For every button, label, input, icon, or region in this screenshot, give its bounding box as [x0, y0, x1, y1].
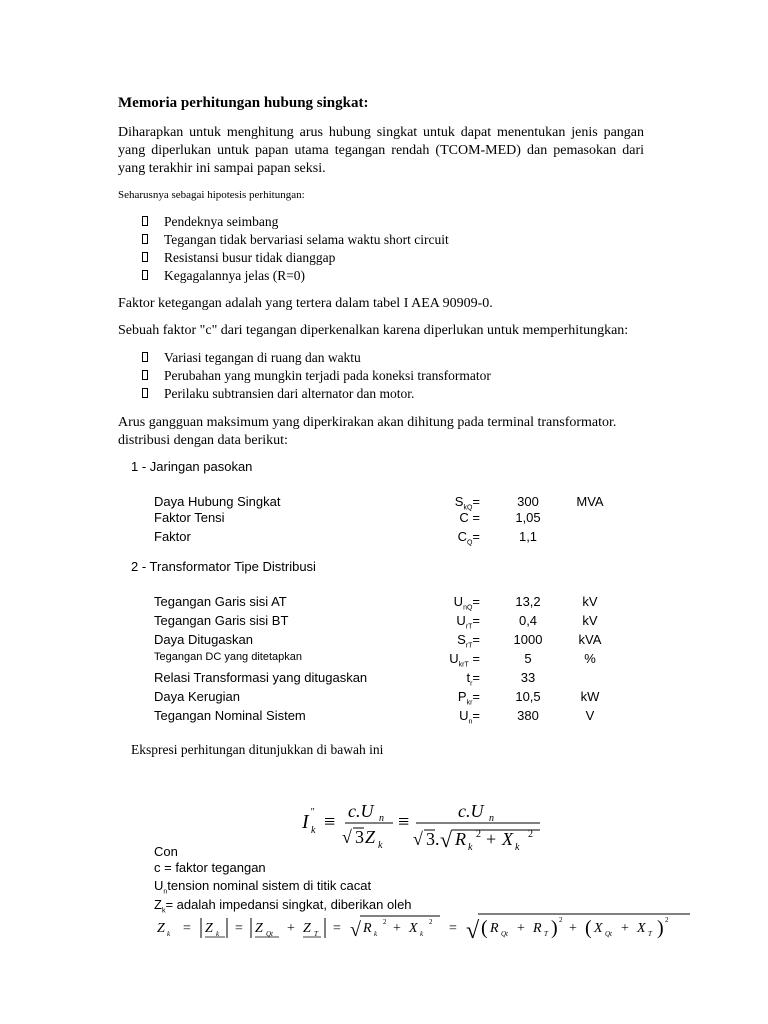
un-definition: $U_ntension$ nominal sistem di titik cacat	[154, 878, 372, 896]
row-symbol: $S_{kQ}=$	[454, 494, 480, 512]
svg-text:3: 3	[355, 827, 364, 847]
table-row: Tegangan Nominal Sistem $U_n=$ 380 V	[154, 708, 595, 726]
hypothesis-intro: Seharusnya sebagai hipotesis perhitungan:	[118, 189, 305, 201]
svg-text:): )	[551, 917, 558, 939]
list-item: Tegangan tidak bervariasi selama waktu short circuit	[140, 231, 449, 249]
table-row: Faktor $C_Q=$ 1,1	[154, 529, 538, 547]
svg-text:2: 2	[528, 829, 533, 840]
row-symbol: $U_{krT}$ =	[449, 651, 480, 669]
svg-text:2: 2	[665, 916, 669, 924]
svg-text:k: k	[378, 840, 383, 851]
svg-text:=: =	[183, 921, 191, 936]
svg-text:+: +	[517, 921, 525, 936]
svg-text:+: +	[393, 921, 401, 936]
checkbox-bullet-icon	[142, 370, 148, 380]
table-row: Faktor Tensi C = 1,05	[0, 510, 768, 529]
row-label: Tegangan Garis sisi AT	[154, 594, 287, 609]
svg-text:X: X	[409, 921, 418, 936]
svg-text:3.: 3.	[426, 829, 440, 849]
table-row: Daya Hubung Singkat $S_{kQ}=$ 300 MVA	[154, 494, 604, 512]
svg-text:Z: Z	[255, 921, 263, 936]
svg-text:+: +	[287, 921, 295, 936]
row-symbol: $C_Q=$	[457, 529, 480, 547]
checkbox-bullet-icon	[142, 388, 148, 398]
factor-list	[140, 349, 491, 403]
svg-text:√: √	[413, 829, 423, 849]
svg-text:k: k	[167, 930, 171, 938]
row-symbol: $S_{rT}=$	[457, 632, 480, 650]
list-item: Resistansi busur tidak dianggap	[140, 249, 449, 267]
list-item: Perubahan yang mungkin terjadi pada koneksi transformator	[140, 367, 491, 385]
svg-text:I: I	[302, 811, 309, 833]
svg-text:n: n	[489, 813, 494, 824]
svg-text:(: (	[585, 917, 592, 939]
svg-text:k: k	[374, 930, 378, 938]
svg-text:Qt: Qt	[605, 930, 612, 938]
short-circuit-current-formula	[300, 795, 550, 855]
table-row: Tegangan Garis sisi BT $U_{rT}=$ 0,4 kV	[154, 613, 598, 631]
section-2-heading: 2 - Transformator Tipe Distribusi	[131, 559, 316, 574]
table-row: Daya Ditugaskan $S_{rT}=$ 1000 kVA	[154, 632, 602, 650]
checkbox-bullet-icon	[142, 252, 148, 262]
svg-text:+: +	[569, 921, 577, 936]
svg-text:=: =	[333, 921, 341, 936]
impedance-formula	[155, 910, 705, 950]
svg-text:k: k	[311, 825, 316, 836]
svg-text:R: R	[363, 921, 372, 936]
zk-definition: $Z_k=$ adalah impedansi singkat, diberikan oleh	[154, 897, 412, 915]
row-symbol: $t_r=$	[466, 670, 480, 688]
svg-text:X: X	[637, 921, 646, 936]
row-label: Tegangan Nominal Sistem	[154, 708, 306, 723]
row-label: Tegangan DC yang ditetapkan	[154, 651, 302, 663]
svg-text:): )	[657, 917, 664, 939]
svg-text:≡: ≡	[324, 811, 336, 833]
intro-paragraph: Diharapkan untuk menghitung arus hubung singkat untuk dapat menentukan jenis pangan yang diperlukan untuk papan utama tegangan rendah (TCOM-MED) dan pemasokan dari yang terakhir ini sampai papan seksi.	[118, 125, 644, 176]
svg-text:k: k	[216, 930, 220, 938]
svg-text:k: k	[515, 842, 520, 853]
table-row: Daya Kerugian $P_{kr}=$ 10,5 kW	[154, 689, 600, 707]
svg-text:R: R	[533, 921, 542, 936]
svg-text:≡: ≡	[398, 811, 410, 833]
page-title: Memoria perhitungan hubung singkat:	[118, 95, 369, 111]
row-symbol: $U_{nQ}=$	[453, 594, 480, 612]
ekspresi-text: Ekspresi perhitungan ditunjukkan di bawah ini	[131, 742, 384, 757]
svg-text:c.U: c.U	[348, 801, 374, 821]
svg-text:T: T	[544, 930, 548, 938]
con-text: Con	[154, 844, 178, 859]
svg-text:X: X	[502, 829, 513, 849]
svg-text:Qt: Qt	[501, 930, 508, 938]
svg-text:√: √	[466, 918, 480, 944]
list-item: Variasi tegangan di ruang dan waktu	[140, 349, 491, 367]
row-label: Faktor	[154, 529, 191, 544]
svg-text:k: k	[468, 842, 473, 853]
svg-text:+: +	[621, 921, 629, 936]
row-symbol: $U_{rT}=$	[456, 613, 480, 631]
table-row: Relasi Transformasi yang ditugaskan $t_r=$ 33	[154, 670, 536, 688]
svg-text:2: 2	[476, 829, 481, 840]
row-label: Daya Hubung Singkat	[154, 494, 281, 509]
svg-text:2: 2	[429, 918, 433, 926]
svg-text:c.U: c.U	[458, 801, 484, 821]
list-item: Perilaku subtransien dari alternator dan motor.	[140, 385, 491, 403]
row-symbol: C =	[459, 510, 480, 525]
svg-text:=: =	[449, 921, 457, 936]
arus-paragraph: Arus gangguan maksimum yang diperkirakan akan dihitung pada terminal transformator. distribusi dengan data berikut:	[118, 415, 617, 448]
svg-text:2: 2	[383, 918, 387, 926]
checkbox-bullet-icon	[142, 234, 148, 244]
svg-text:(: (	[481, 917, 488, 939]
table-row: Tegangan Garis sisi AT $U_{nQ}=$ 13,2 kV	[154, 594, 598, 612]
svg-text:Qt: Qt	[266, 930, 273, 938]
hypothesis-list	[140, 213, 449, 285]
row-symbol: $U_n=$	[459, 708, 480, 726]
row-label: Daya Kerugian	[154, 689, 240, 704]
table-row: Tegangan DC yang ditetapkan $U_{krT}$ = 5 %	[154, 651, 596, 669]
checkbox-bullet-icon	[142, 216, 148, 226]
svg-text:Z: Z	[205, 921, 213, 936]
svg-text:Z: Z	[365, 827, 376, 847]
svg-text:": "	[310, 807, 315, 818]
svg-text:R: R	[490, 921, 499, 936]
list-item: Pendeknya seimbang	[140, 213, 449, 231]
row-label: Faktor Tensi	[154, 510, 225, 525]
svg-text:X: X	[594, 921, 603, 936]
c-definition: c = faktor tegangan	[154, 860, 266, 875]
row-label: Daya Ditugaskan	[154, 632, 253, 647]
row-label: Tegangan Garis sisi BT	[154, 613, 289, 628]
svg-text:T: T	[648, 930, 652, 938]
svg-text:2: 2	[559, 916, 563, 924]
row-symbol: $P_{kr}=$	[457, 689, 480, 707]
svg-text:√: √	[342, 827, 352, 847]
checkbox-bullet-icon	[142, 270, 148, 280]
faktor-paragraph: Faktor ketegangan adalah yang tertera dalam tabel I AEA 90909-0.	[118, 296, 493, 311]
svg-text:T: T	[314, 930, 318, 938]
svg-text:Z: Z	[157, 921, 165, 936]
svg-text:+: +	[486, 829, 497, 849]
svg-text:R: R	[455, 829, 466, 849]
svg-text:k: k	[420, 930, 424, 938]
list-item: Kegagalannya jelas (R=0)	[140, 267, 449, 285]
svg-text:Z: Z	[303, 921, 311, 936]
svg-text:=: =	[235, 921, 243, 936]
svg-text:√: √	[440, 827, 453, 852]
sebuah-paragraph: Sebuah faktor "c" dari tegangan diperkenalkan karena diperlukan untuk memperhitungkan:	[118, 323, 629, 338]
section-1-heading: 1 - Jaringan pasokan	[131, 459, 253, 474]
svg-text:√: √	[350, 919, 361, 941]
checkbox-bullet-icon	[142, 352, 148, 362]
row-label: Relasi Transformasi yang ditugaskan	[154, 670, 368, 685]
svg-text:n: n	[379, 813, 384, 824]
